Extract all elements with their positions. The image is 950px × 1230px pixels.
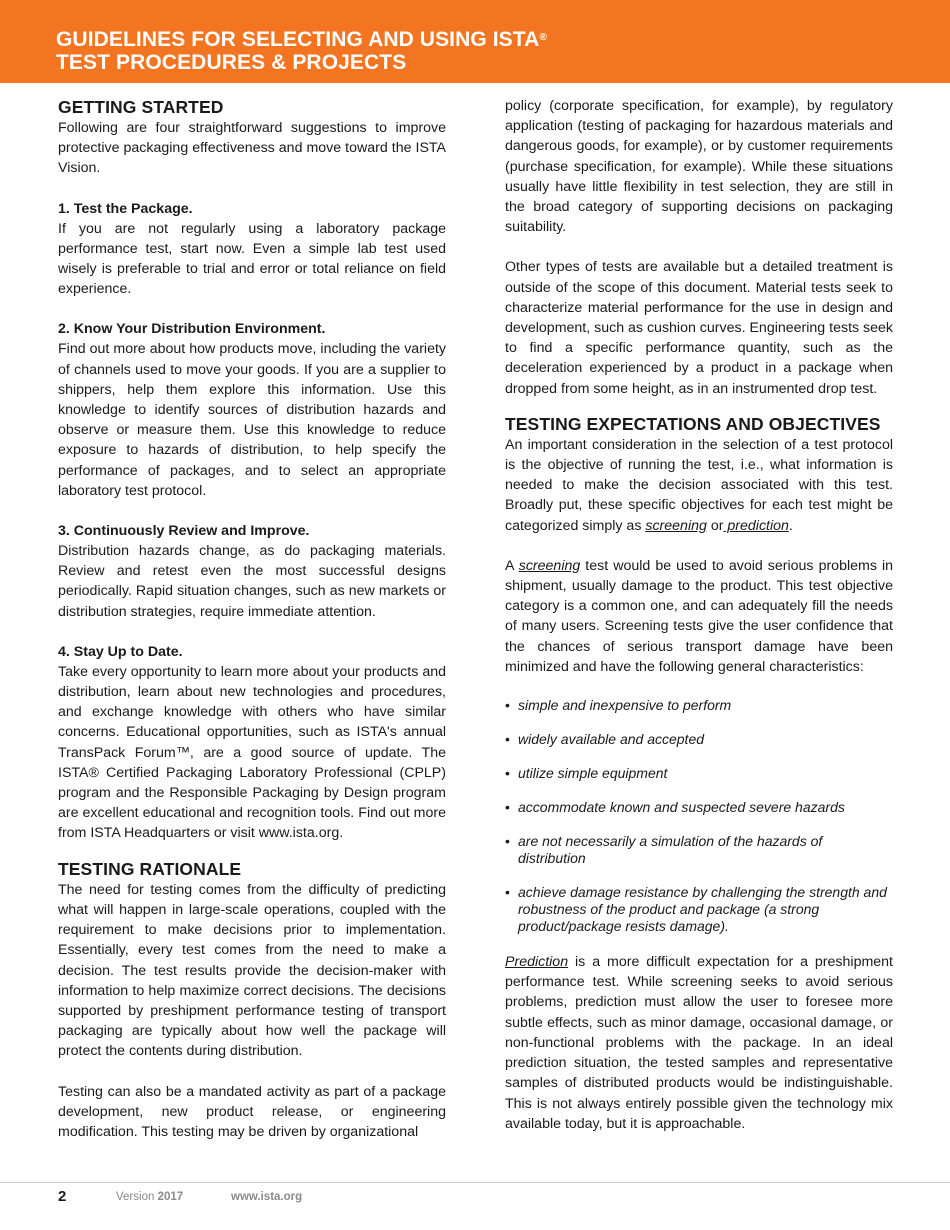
list-item: • achieve damage resistance by challenging the strength and robustness of the product and package (a strong product/package resists damage). — [505, 884, 893, 935]
tip-4-title: 4. Stay Up to Date. — [58, 643, 183, 660]
list-item: • simple and inexpensive to perform — [505, 697, 893, 714]
continued-paragraph: policy (corporate specification, for example), by regulatory application (testing of packaging for hazardous materials and dangerous goods, for example), or by customer requirements (purchase specification, for example). While these situations usually have little flexibility in test selection, they are still in the broad category of supporting decisions on packaging suitability. — [505, 98, 893, 236]
testing-rationale-heading: TESTING RATIONALE — [58, 858, 242, 879]
tip-1-title: 1. Test the Package. — [58, 200, 193, 217]
expectations-intro: An important consideration in the selection of a test protocol is the objective of running the test, i.e., what information is needed to make the decision associated with this test. Broadly put, these specific objectives for each test might be categorized simply as screening or prediction. — [505, 436, 893, 534]
list-item: • utilize simple equipment — [505, 765, 893, 782]
tip-3-title: 3. Continuously Review and Improve. — [58, 523, 310, 540]
prediction-term: prediction — [723, 517, 789, 534]
tip-2-body: Find out more about how products move, including the variety of channels used to move your goods. If you are a supplier to shippers, help them explore this information. Use this knowledge to identify sources of distribution hazards and observe or measure them. Use this knowledge to reduce exposure to hazards of distribution, to help specify the performance of packages, and to select an appropriate laboratory test protocol. — [58, 341, 446, 499]
list-item: • widely available and accepted — [505, 731, 893, 748]
prediction-term-2: Prediction — [505, 954, 569, 971]
title-line-1: GUIDELINES FOR SELECTING AND USING ISTA — [56, 28, 540, 51]
screening-characteristics-list — [505, 697, 893, 935]
tip-3-body: Distribution hazards change, as do packaging materials. Review and retest even the most successful designs periodically. Rapid situation changes, such as new markets or distribution strategies, require immediate attention. — [58, 543, 446, 620]
prediction-paragraph: Prediction is a more difficult expectation for a preshipment performance test. While screening seeks to avoid serious problems, prediction must allow the user to foresee more subtle effects, such as minor damage, occasional damage, or non-functional problems with the package. In an ideal prediction situation, the tested samples and representative samples of distributed products would be indistinguishable. This is not always entirely possible given the technology mix available today, but it is approachable. — [505, 954, 893, 1132]
page-footer — [0, 1188, 950, 1218]
footer-divider — [0, 1182, 950, 1183]
page-number: 2 — [58, 1188, 67, 1205]
testing-rationale-para-1: The need for testing comes from the difficulty of predicting what will happen in large-scale operations, coupled with the requirement to make decisions prior to implementation. Essentially, every test comes from the need to make a decision. The test results provide the decision-maker with information to help maximize correct decisions. The decisions supported by preshipment performance testing of transport packaging are typically about how well the package will protect the contents during distribution. — [58, 881, 446, 1060]
header-banner — [0, 0, 950, 83]
screening-paragraph: A screening test would be used to avoid serious problems in shipment, usually damage to the product. This test objective category is a common one, and can adequately fill the needs of many users. Screening tests give the user confidence that the chances of serious transport damage have been minimized and have the following general characteristics: — [505, 557, 894, 675]
list-item: • accommodate known and suspected severe hazards — [505, 799, 893, 816]
tip-1-body: If you are not regularly using a laboratory package performance test, start now. Even a simple lab test used wisely is preferable to trial and error or total reliance on field experience. — [58, 220, 446, 298]
screening-term: screening — [645, 517, 707, 534]
right-column — [505, 96, 893, 1134]
website-link[interactable]: www.ista.org — [231, 1191, 303, 1203]
other-tests-paragraph: Other types of tests are available but a detailed treatment is outside of the scope of this document. Material tests seek to characterize material performance for the use in design and development, such as cushion curves. Engineering tests seek to find a specific performance quantity, such as the deceleration experienced by a product in a package when dropped from some height, as in an instrumented drop test. — [505, 259, 894, 397]
version-year: 2017 — [157, 1191, 184, 1203]
testing-rationale-para-2: Testing can also be a mandated activity as part of a package development, new product release, or engineering modification. This testing may be driven by organizational — [58, 1083, 446, 1140]
getting-started-heading: GETTING STARTED — [58, 97, 224, 117]
version-label: Version 2017 — [116, 1191, 184, 1203]
tip-2-title: 2. Know Your Distribution Environment. — [58, 321, 326, 338]
title-line-2: TEST PROCEDURES & PROJECTS — [56, 51, 407, 74]
registered-mark: ® — [539, 32, 547, 43]
expectations-heading: TESTING EXPECTATIONS AND OBJECTIVES — [505, 413, 881, 434]
list-item: • are not necessarily a simulation of the hazards of distribution — [505, 833, 893, 867]
left-column — [58, 96, 446, 1142]
getting-started-intro: Following are four straightforward suggestions to improve protective packaging effectiveness and move toward the ISTA Vision. — [58, 120, 446, 177]
document-title — [56, 28, 547, 74]
screening-term-2: screening — [518, 557, 581, 574]
tip-4-body: Take every opportunity to learn more about your products and distribution, learn about new technologies and procedures, and exchange knowledge with others who have similar concerns. Educational opportunities, such as ISTA's annual TransPack Forum™, are a good source of update. The ISTA® Certified Packaging Laboratory Professional (CPLP) program and the Responsible Packaging by Design program are excellent educational and recognition tools. Find out more from ISTA Headquarters or visit www.ista.org. — [58, 663, 446, 842]
